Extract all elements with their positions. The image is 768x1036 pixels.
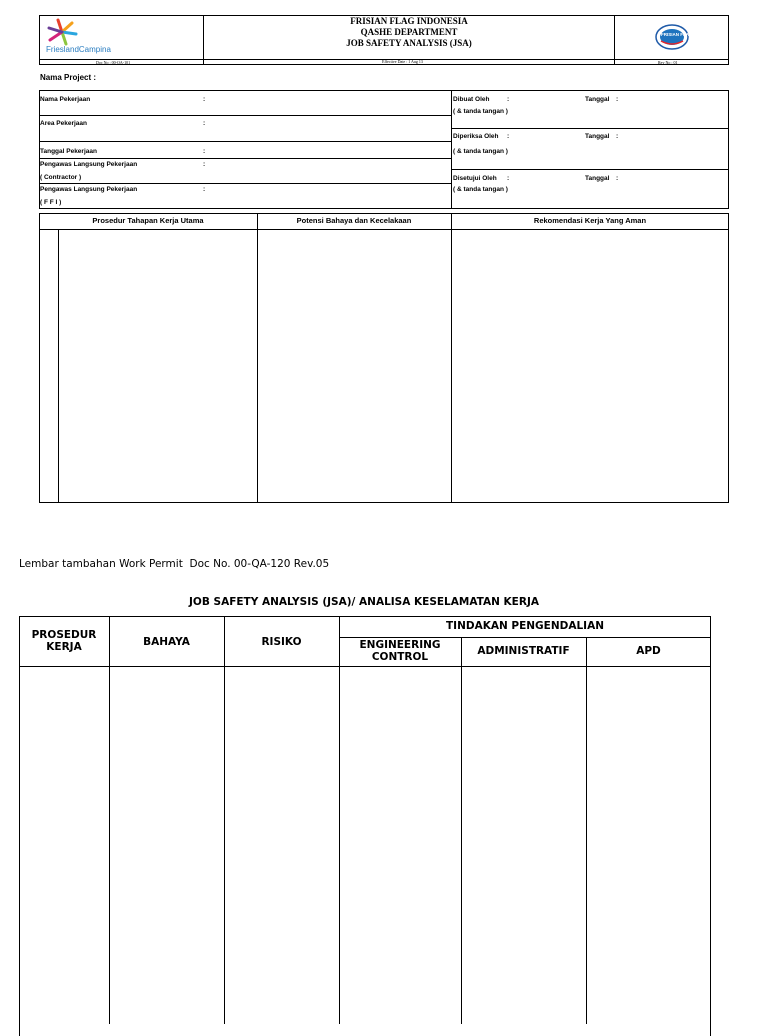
field-diperiksa-oleh: Diperiksa Oleh: [453, 133, 499, 140]
frisian-flag-logo: FRISIAN FLAG: [655, 24, 689, 50]
revision-number: Rev No : 01: [658, 60, 678, 65]
column-header-apd: APD: [636, 645, 661, 657]
field-pengawas-contractor: Pengawas Langsung Pekerjaan: [40, 161, 138, 168]
logo-wordmark: FrieslandCampina: [46, 45, 111, 54]
field-disetujui-oleh: Disetujui Oleh: [453, 175, 497, 182]
column-header-risiko: RISIKO: [261, 636, 302, 648]
table2-title: JOB SAFETY ANALYSIS (JSA)/ ANALISA KESELAMATAN KERJA: [189, 596, 539, 608]
field-area-pekerjaan: Area Pekerjaan: [40, 120, 87, 127]
column-header-bahaya: BAHAYA: [143, 636, 190, 648]
field-tanggal-pekerjaan: Tanggal Pekerjaan: [40, 148, 97, 155]
column-header-tindakan-pengendalian: TINDAKAN PENGENDALIAN: [446, 620, 604, 632]
effective-date: Effective Date : 1 Aug 13: [382, 59, 423, 64]
field-pengawas-ffi: Pengawas Langsung Pekerjaan: [40, 186, 138, 193]
doc-number: Doc No : 00-QA-101: [96, 60, 131, 65]
column-header-rekomendasi: Rekomendasi Kerja Yang Aman: [533, 216, 647, 225]
column-header-administratif: ADMINISTRATIF: [477, 645, 570, 657]
project-label: Nama Project :: [40, 73, 97, 82]
company-name: FRISIAN FLAG INDONESIA: [350, 16, 468, 26]
attachment-note: Lembar tambahan Work Permit Doc No. 00-QA-120 Rev.05: [19, 558, 330, 570]
column-header-prosedur: Prosedur Tahapan Kerja Utama: [92, 216, 204, 225]
document-title: JOB SAFETY ANALYSIS (JSA): [346, 38, 472, 48]
frieslandcampina-logo: [44, 18, 144, 56]
project-info-form: [39, 90, 729, 209]
column-header-potensi-bahaya: Potensi Bahaya dan Kecelakaan: [296, 216, 412, 225]
field-dibuat-oleh: Dibuat Oleh: [453, 96, 490, 103]
field-nama-pekerjaan: Nama Pekerjaan: [40, 96, 91, 103]
column-header-prosedur-kerja: PROSEDUR KERJA: [31, 629, 97, 653]
column-header-engineering-control: ENGINEERING CONTROL: [359, 639, 441, 663]
department-name: QASHE DEPARTMENT: [360, 27, 458, 37]
jsa-table-analysis: [19, 616, 711, 1036]
jsa-table-main: [39, 213, 729, 503]
